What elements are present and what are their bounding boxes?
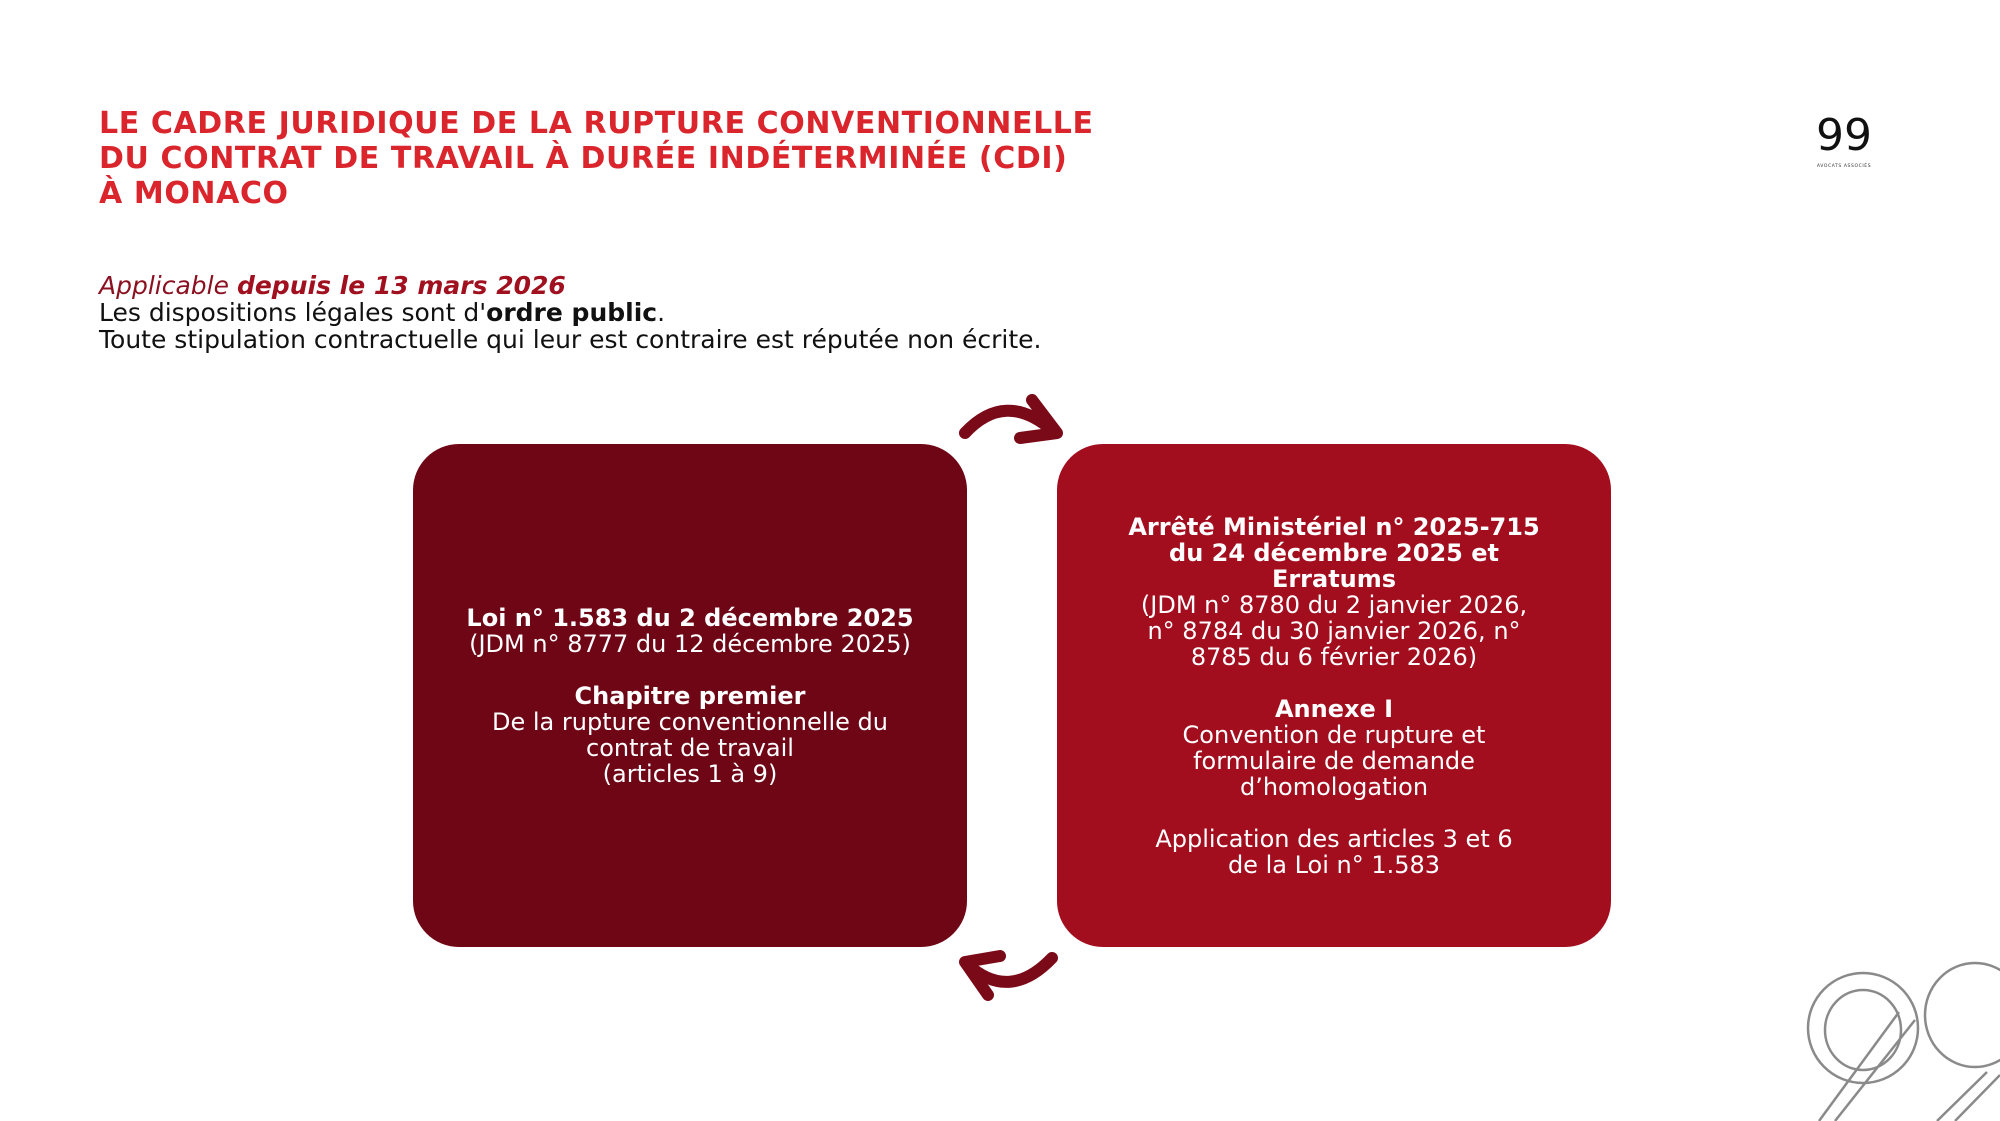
card-arrete-annex-2: formulaire de demande <box>1193 746 1475 775</box>
intro-text <box>99 272 1299 353</box>
ordre-public-bold: ordre public <box>486 298 658 327</box>
card-loi-reference: (JDM n° 8777 du 12 décembre 2025) <box>469 629 911 658</box>
slide-title <box>99 106 1299 211</box>
card-arrete-annex-1: Convention de rupture et <box>1182 720 1486 749</box>
logo-mark: 99 <box>1816 110 1872 161</box>
card-arrete-annex-title: Annexe I <box>1274 694 1394 723</box>
logo-99-icon <box>1806 110 1882 172</box>
card-arrete-application-1: Application des articles 3 et 6 <box>1155 824 1513 853</box>
card-loi-chapter-line-3: (articles 1 à 9) <box>602 759 778 788</box>
card-arrete-heading-2: du 24 décembre 2025 et <box>1169 538 1499 567</box>
title-line-2: DU CONTRAT DE TRAVAIL À DURÉE INDÉTERMINÉE (CDI) <box>99 141 1068 176</box>
applicable-prefix: Applicable <box>99 271 229 300</box>
title-line-3: À MONACO <box>99 176 289 211</box>
card-arrete-heading-1: Arrêté Ministériel n° 2025-715 <box>1128 512 1540 541</box>
stipulation-line: Toute stipulation contractuelle qui leur est contraire est réputée non écrite. <box>99 325 1042 354</box>
card-loi-heading: Loi n° 1.583 du 2 décembre 2025 <box>466 603 914 632</box>
card-arrete-ref-1: (JDM n° 8780 du 2 janvier 2026, <box>1140 590 1528 619</box>
card-loi-chapter-line-2: contrat de travail <box>586 733 794 762</box>
99-watermark-icon <box>1795 960 2000 1121</box>
curved-arrow-left-icon <box>965 956 1052 995</box>
curved-arrow-right-icon <box>965 400 1057 438</box>
card-arrete-heading-3: Erratums <box>1271 564 1397 593</box>
card-arrete-application-2: de la Loi n° 1.583 <box>1227 850 1441 879</box>
applicable-line <box>99 272 1299 299</box>
card-arrete-ref-2: n° 8784 du 30 janvier 2026, n° <box>1147 616 1521 645</box>
card-loi-chapter-title: Chapitre premier <box>574 681 806 710</box>
card-loi-chapter-line-1: De la rupture conventionnelle du <box>492 707 888 736</box>
ordre-public-line <box>99 299 1299 326</box>
ordre-public-after: . <box>657 298 666 327</box>
title-line-1: LE CADRE JURIDIQUE DE LA RUPTURE CONVENTIONNELLE <box>99 106 1094 141</box>
ordre-public-before: Les dispositions légales sont d' <box>99 298 487 327</box>
logo-tagline: AVOCATS ASSOCIÉS <box>1816 164 1872 169</box>
card-arrete <box>1057 444 1611 947</box>
card-arrete-ref-3: 8785 du 6 février 2026) <box>1190 642 1478 671</box>
card-arrete-annex-3: d’homologation <box>1239 772 1429 801</box>
applicable-date: depuis le 13 mars 2026 <box>236 271 566 300</box>
card-loi <box>413 444 967 947</box>
